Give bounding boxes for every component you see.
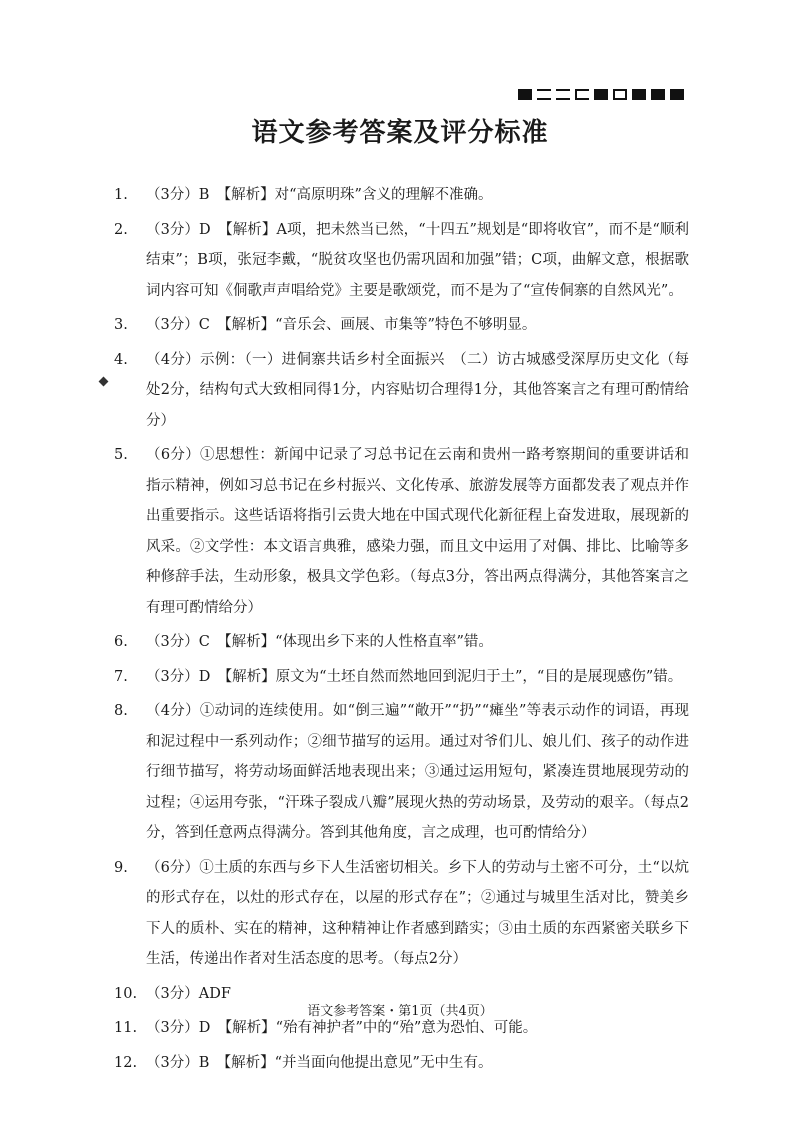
answer-text: （4分）示例：（一）进侗寨共话乡村全面振兴 （二）访古城感受深厚历史文化（每处2分，结构句式大致相同得1分，内容贴切合理得1分，其他答案言之有理可酌情给分） xyxy=(146,351,689,429)
header-mark xyxy=(613,89,627,100)
header-mark xyxy=(518,89,532,100)
header-mark xyxy=(670,89,684,100)
answer-item-5 xyxy=(114,440,689,623)
diamond-bullet-icon xyxy=(99,377,109,387)
answer-item-4 xyxy=(114,345,689,437)
header-mark xyxy=(651,89,665,100)
answer-number: 3. xyxy=(114,317,128,333)
answer-text: （3分）D 【解析】A项，把未然当已然，“十四五”规划是“即将收官”，而不是“顺利结束”；B项，张冠李戴，“脱贫攻坚也仍需巩固和加强”错；C项，曲解文意，根据歌词内容可知《侗歌声声唱给党》主要是歌颂党，而不是为了“宣传侗寨的自然风光”。 xyxy=(146,221,689,299)
answer-text: （6分）①土质的东西与乡下人生活密切相关。乡下人的劳动与土密不可分，土“以炕的形式存在，以灶的形式存在，以屋的形式存在”；②通过与城里生活对比，赞美乡下人的质朴、实在的精神，这种精神让作者感到踏实；③由土质的东西紧密关联乡下生活，传递出作者对生活态度的思考。（每点2分） xyxy=(146,859,689,967)
header-mark xyxy=(632,89,646,100)
answer-item-2 xyxy=(114,215,689,307)
answer-number: 10. xyxy=(114,985,138,1002)
answer-number: 6. xyxy=(114,634,128,650)
answer-text: （3分）ADF xyxy=(146,985,231,1002)
answer-item-9 xyxy=(114,853,689,975)
answer-item-3 xyxy=(114,310,689,341)
answer-text: （3分）C 【解析】“体现出乡下来的人性格直率”错。 xyxy=(146,634,493,650)
answer-number: 4. xyxy=(114,351,128,368)
answer-text: （3分）B 【解析】“并当面向他提出意见”无中生有。 xyxy=(146,1054,493,1071)
header-mark xyxy=(556,89,570,100)
answer-text: （3分）C 【解析】“音乐会、画展、市集等”特色不够明显。 xyxy=(146,317,537,333)
answer-number: 2. xyxy=(114,221,128,238)
answer-text: （6分）①思想性：新闻中记录了习总书记在云南和贵州一路考察期间的重要讲话和指示精神，例如习总书记在乡村振兴、文化传承、旅游发展等方面都发表了观点并作出重要指示。这些话语将指引云贵大地在中国式现代化新征程上奋发进取，展现新的风采。②文学性：本文语言典雅，感染力强，而且文中运用了对偶、排比、比喻等多种修辞手法，生动形象，极具文学色彩。（每点3分，答出两点得满分，其他答案言之有理可酌情给分） xyxy=(146,447,689,616)
answer-list xyxy=(114,180,689,1082)
answer-number: 12. xyxy=(114,1054,138,1071)
answer-number: 8. xyxy=(114,703,128,719)
header-mark xyxy=(575,89,589,100)
answer-item-8 xyxy=(114,696,689,849)
header-marks xyxy=(518,89,684,100)
answer-text: （3分）B 【解析】对“高原明珠”含义的理解不准确。 xyxy=(146,187,493,203)
answer-text: （3分）D 【解析】“殆有神护者”中的“殆”意为恐怕、可能。 xyxy=(146,1020,538,1036)
header-mark xyxy=(537,89,551,100)
page-footer: 语文参考答案・第1页（共4页） xyxy=(307,1004,493,1019)
header-mark xyxy=(594,89,608,100)
answer-text: （3分）D 【解析】原文为“土坯自然而然地回到泥归于土”，“目的是展现感伤”错。 xyxy=(146,668,683,685)
answer-number: 7. xyxy=(114,668,128,685)
answer-number: 1. xyxy=(114,187,128,203)
answer-item-7 xyxy=(114,662,689,693)
answer-item-12 xyxy=(114,1048,689,1079)
answer-item-1 xyxy=(114,180,689,211)
answer-number: 9. xyxy=(114,859,128,876)
page-title: 语文参考答案及评分标准 xyxy=(251,118,549,148)
answer-number: 5. xyxy=(114,447,128,463)
answer-text: （4分）①动词的连续使用。如“倒三遍”“敞开”“扔”“瘫坐”等表示动作的词语，再现和泥过程中一系列动作；②细节描写的运用。通过对爷们儿、娘儿们、孩子的动作进行细节描写，将劳动场面鲜活地表现出来；③通过运用短句，紧凑连贯地展现劳动的过程；④运用夸张，“汗珠子裂成八瓣”展现火热的劳动场景，及劳动的艰辛。（每点2分，答到任意两点得满分。答到其他角度，言之成理，也可酌情给分） xyxy=(146,703,689,841)
answer-item-6 xyxy=(114,627,689,658)
answer-number: 11. xyxy=(114,1020,138,1036)
